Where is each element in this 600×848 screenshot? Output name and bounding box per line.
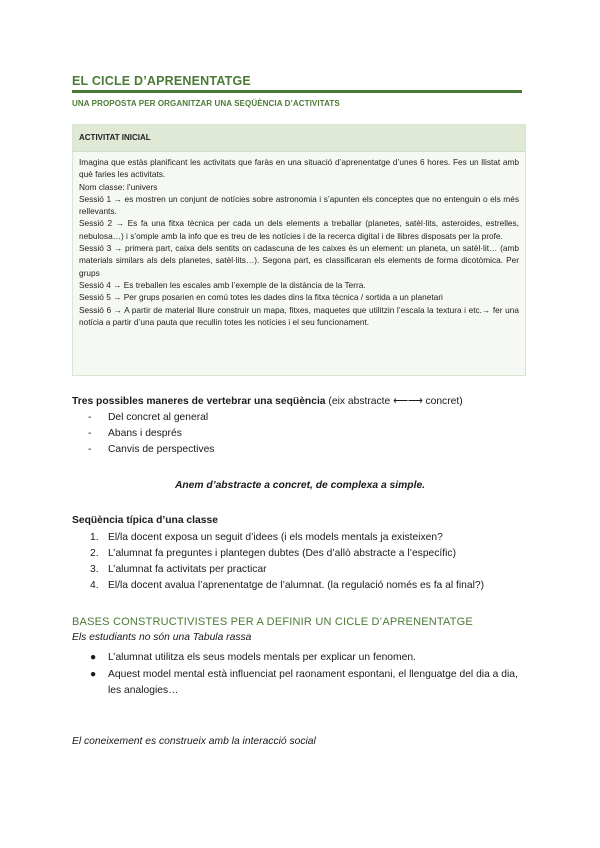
activity-box-body	[73, 152, 525, 328]
bullet-icon: ●	[90, 652, 97, 663]
activity-paragraph: Sessió 5 → Per grups posarien en comú totes les dades dins la fitxa tècnica / sortida a un planetari	[79, 292, 443, 303]
list-item: ● Aquest model mental està influenciat pel raonament espontani, el llenguatge del dia a dia, les analogies…	[90, 669, 518, 696]
activity-paragraph: Sessió 3 → primera part, caixa dels sentits on cadascuna de les caixes és un element: un planeta, un satèl·lit… (amb materials similars als dels planetes, satèl·lits…). Segona part, es classificaran els elements de forma dicotòmica. Per grups	[79, 243, 519, 278]
bases-heading: BASES CONSTRUCTIVISTES PER A DEFINIR UN CICLE D’APRENENTATGE	[72, 616, 473, 628]
sequencia-list	[90, 530, 484, 594]
activity-box-heading: ACTIVITAT INICIAL	[73, 125, 525, 152]
vertebrar-heading-bold: Tres possibles maneres de vertebrar una seqüència	[72, 396, 326, 407]
bases-list	[90, 650, 530, 700]
activity-paragraph: Sessió 6 → A partir de material lliure construir un mapa, fitxes, maquetes que utilitzin l’escala la textura i etc.→ fer una notícia a partir d’una pauta que recullin totes les notícies i el seu funcionament.	[79, 304, 519, 327]
abstract-note: Anem d’abstracte a concret, de complexa a simple.	[174, 480, 426, 491]
document-title: EL CICLE D’APRENENTATGE	[72, 74, 251, 88]
list-item: 4. El/la docent avalua l’aprenentatge de l’alumnat. (la regulació només es fa al final?)	[90, 580, 485, 591]
list-item: 1. El/la docent exposa un seguit d’idees (i els models mentals ja existeixen?	[90, 532, 443, 543]
list-item: 3. L’alumnat fa activitats per practicar	[90, 564, 267, 575]
list-item: 2. L’alumnat fa preguntes i plantegen dubtes (Des d’allò abstracte a l’específic)	[90, 548, 457, 559]
sequencia-heading: Seqüència típica d’una classe	[72, 515, 218, 526]
activity-paragraph: Nom classe: l’univers	[79, 181, 158, 192]
activity-paragraph: Sessió 1 → es mostren un conjunt de notícies sobre astronomia i s’apunten els conceptes que no entenguin o els més rellevants.	[79, 193, 519, 217]
document-subtitle: UNA PROPOSTA PER ORGANITZAR UNA SEQÜÈNCIA D’ACTIVITATS	[72, 99, 340, 108]
dash-marker: -	[88, 412, 92, 423]
list-item: - Canvis de perspectives	[88, 442, 214, 458]
closing-note: El coneixement es construeix amb la interacció social	[72, 736, 316, 747]
vertebrar-heading	[72, 395, 463, 407]
list-item: - Abans i després	[88, 426, 214, 442]
dash-marker: -	[88, 428, 92, 439]
title-divider	[72, 90, 522, 93]
activity-paragraph: Imagina que estàs planificant les activitats que faràs en una situació d’aprenentatge d’unes 6 hores. Fes un llistat amb què faries les activitats.	[79, 157, 519, 180]
list-item: ● L’alumnat utilitza els seus models mentals per explicar un fenomen.	[90, 650, 530, 666]
bullet-icon: ●	[90, 669, 97, 680]
dash-marker: -	[88, 444, 92, 455]
activity-paragraph: Sessió 4 → Es treballen les escales amb l’exemple de la distància de la Terra.	[79, 279, 366, 290]
tabula-rassa-subheading: Els estudiants no són una Tabula rassa	[72, 632, 252, 643]
list-item: - Del concret al general	[88, 410, 214, 426]
vertebrar-list	[88, 410, 214, 458]
activity-paragraph: Sessió 2 → Es fa una fitxa tècnica per cada un dels elements a treballar (planetes, satèl·lits, asteroides, estrelles, nebulosa…) i s’omple amb la info que es treu de les notícies i de la recerca digital i de llibres disposats per la profe.	[79, 218, 519, 241]
vertebrar-heading-rest: (eix abstracte ⟵⟶ concret)	[325, 396, 463, 407]
activity-box	[72, 124, 526, 376]
